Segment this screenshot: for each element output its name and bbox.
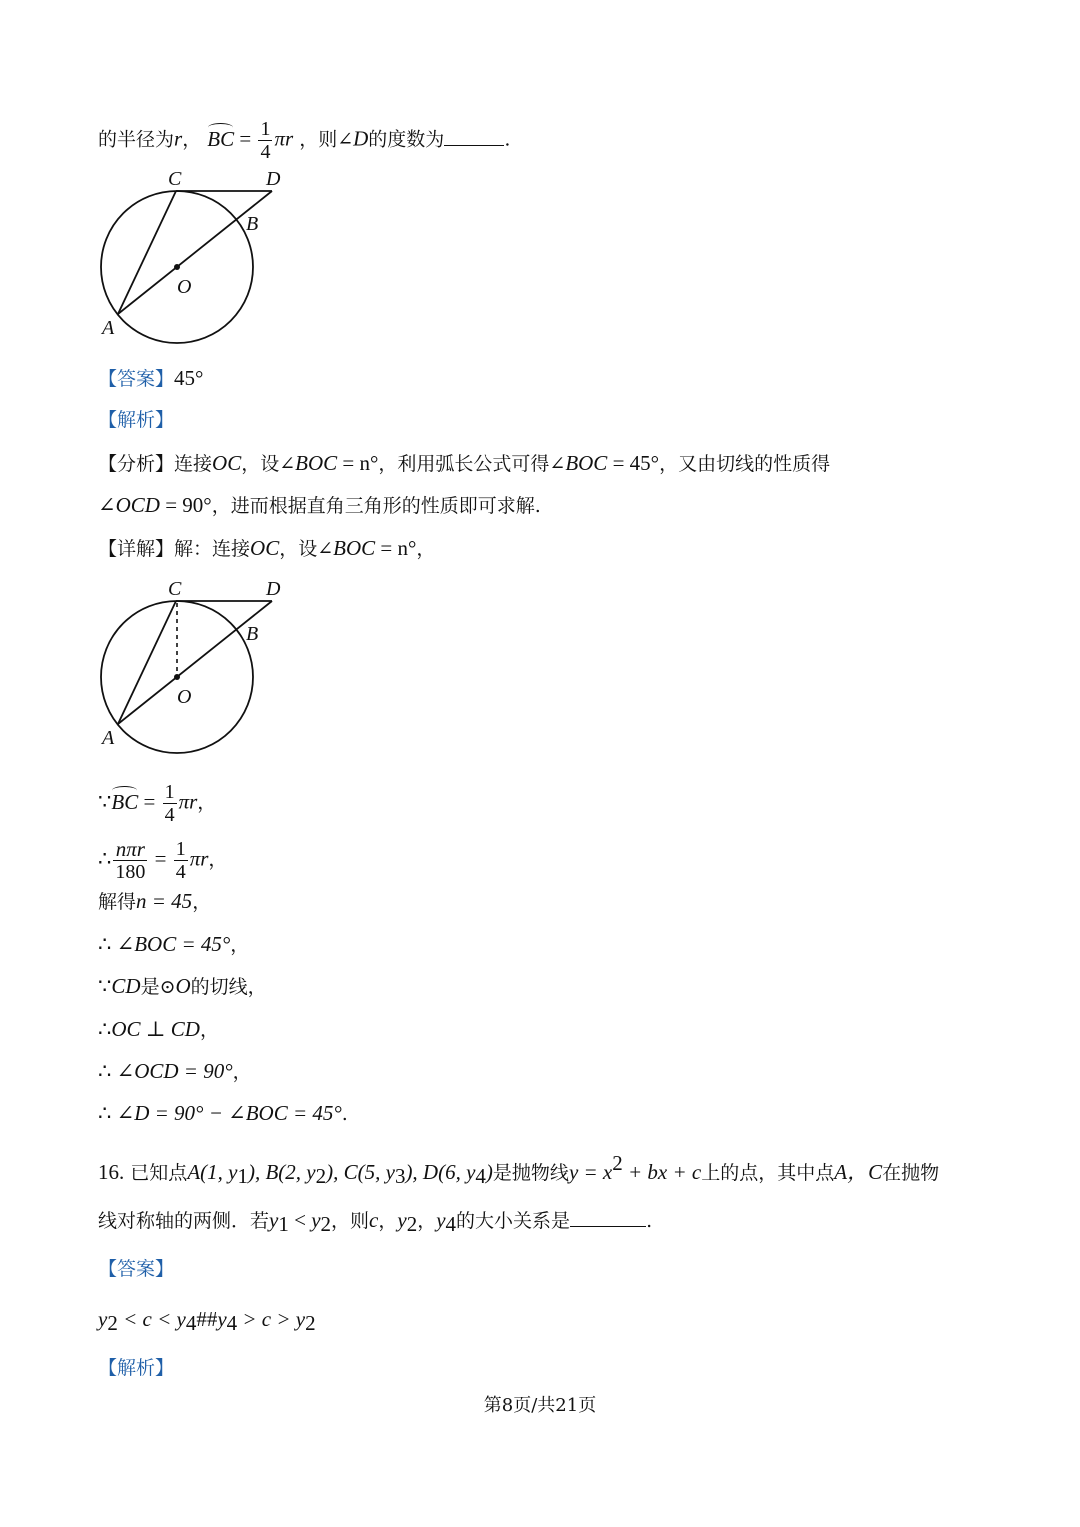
frac-den: 4 [164,804,175,826]
label-d: D [266,168,281,190]
math-c: c [369,1208,379,1232]
label-a: A [102,727,115,749]
step-1 [98,781,216,826]
point-b: ), B(2, y [247,1160,316,1184]
math-ineq: > c > y [237,1307,306,1331]
parabola: y = x [568,1160,613,1184]
subscript: 4 [226,1311,238,1335]
q16-line-2 [98,1207,652,1237]
period: . [341,1103,348,1125]
fraction-1-4 [174,838,188,883]
subscript: 2 [107,1311,118,1335]
superscript: 2 [612,1151,623,1175]
fenxi-tag: 【分析】 [98,453,175,475]
q15-text-post: 的度数为 [368,128,445,151]
pi-r: πr [274,126,294,151]
math-oc: OC [250,536,280,560]
because-symbol: ∵ [98,974,112,998]
comma: ， [199,1019,219,1041]
math-ocd: OCD [115,493,160,517]
q15-text-mid: ，则∠ [299,128,354,151]
step-6 [98,1016,219,1043]
detail-text: ， [416,538,436,560]
answer-blank [444,127,504,146]
math-y: y [436,1208,446,1232]
subscript: 1 [278,1212,289,1236]
frac-num: nπr [113,838,147,861]
subscript: 2 [406,1212,418,1236]
analysis-tag: 【解析】 [98,409,175,431]
comma: ， [230,934,250,956]
analysis-tag: 【解析】 [98,1357,175,1379]
detail-tag: 【详解】 [98,538,175,560]
step-5 [98,973,267,1000]
frac-num: 1 [260,118,271,140]
question-number: 16. [98,1160,125,1184]
comma: ， [208,848,228,871]
q16-text: 在抛物 [882,1162,940,1184]
frac-num: 1 [175,838,186,860]
fraction-npir-180 [113,838,147,883]
comma: ， [197,791,217,814]
q15-line [98,118,510,163]
math-y: y [217,1307,227,1331]
q16-text: 是抛物线 [492,1162,569,1184]
answer-blank [570,1208,646,1227]
math-ocd-90: OCD = 90° [134,1059,233,1083]
segment-ad [118,601,272,724]
label-b: B [246,213,259,235]
subscript: 2 [315,1164,327,1188]
therefore-angle: ∴ ∠ [98,932,135,956]
segment-ad [118,191,272,314]
math-boc: BOC [295,451,338,475]
arc-bc: BC [207,126,235,151]
subscript: 4 [445,1212,457,1236]
comma: ， [182,128,202,151]
frac-num: 1 [164,781,175,803]
pi-r: πr [178,789,198,814]
step-3 [98,888,211,915]
answer-value: 45° [174,366,204,390]
var-r: r [174,126,183,151]
math-y: y [397,1208,407,1232]
subscript: 4 [475,1164,486,1188]
math-y: y [98,1307,108,1331]
paren: ) [485,1160,493,1184]
less-than: < [288,1208,312,1232]
q16-text: ，则 [331,1210,370,1232]
label-c: C [168,578,182,600]
point-a: A(1, y [187,1160,238,1184]
label-d: D [266,578,281,600]
step-2 [98,838,227,883]
parabola: + bx + c [622,1160,702,1184]
center-point-o [174,674,180,680]
point-c: ), C(5, y [326,1160,395,1184]
analysis-line [98,407,174,433]
point-d: ), D(6, y [405,1160,476,1184]
because-symbol: ∵ [98,789,112,814]
equals: = [234,126,257,151]
math-boc-45: BOC = 45° [134,932,231,956]
period: . [504,128,511,151]
angle-d: D [353,126,369,151]
comma: ， [232,1061,252,1083]
label-c: C [168,168,182,190]
detail-text: ，设∠ [279,538,334,560]
subscript: 2 [305,1311,316,1335]
comma: ， [378,1210,398,1232]
comma: ， [192,891,212,913]
comma: ， [417,1210,437,1232]
q16-line-1 [98,1150,939,1189]
subscript: 1 [237,1164,248,1188]
center-point-o [174,264,180,270]
step-8 [98,1100,348,1127]
analysis2-line [98,1355,174,1381]
q16-text: 已知点 [130,1162,188,1184]
detail-text: 解：连接 [174,538,251,560]
math-boc: BOC [565,451,608,475]
step-text: 的切线， [190,976,267,998]
math-o: O [175,974,191,998]
frac-den: 180 [115,861,146,883]
q16-text: 线对称轴的两侧．若 [98,1210,270,1232]
step-text: 是⊙ [140,976,176,998]
fenxi-text: ，又由切线的性质得 [659,453,831,475]
q15-text-pre: 的半径为 [98,128,175,151]
math-eq-45: = 45° [607,451,660,475]
math-n-45: n = 45 [136,889,193,913]
points-ac: A，C [834,1160,883,1184]
answer-tag: 【答案】 [98,368,175,390]
q16-text: 上的点，其中点 [701,1162,835,1184]
answer2-tag-line [98,1256,174,1282]
math-eq-n: = n° [375,536,417,560]
pi-r: πr [189,846,209,871]
therefore-symbol: ∴ [98,846,112,871]
answer2-value-line [98,1306,316,1336]
therefore-symbol: ∴ [98,1017,112,1041]
fenxi-line-2 [98,492,541,519]
math-y: y [311,1208,321,1232]
step-text: 解得 [98,891,137,913]
subscript: 4 [185,1311,197,1335]
equals: = [149,846,172,871]
math-boc: BOC [333,536,376,560]
geometry-figure-2 [90,570,300,755]
fraction-1-4 [163,781,177,826]
label-o: O [177,686,192,708]
separator-hash: ## [196,1307,218,1331]
frac-den: 4 [175,861,186,883]
fenxi-line-1 [98,450,830,477]
answer-tag: 【答案】 [98,1258,175,1280]
math-ineq: < c < y [117,1307,186,1331]
math-oc: OC [212,451,242,475]
label-b: B [246,623,259,645]
arc-bc: BC [111,789,139,814]
detail-line [98,535,435,562]
step-4 [98,931,249,958]
therefore-angle: ∴ ∠ [98,1059,135,1083]
angle-symbol: ∠ [98,493,116,517]
answer-line [98,365,203,392]
fenxi-text: ，设∠ [241,453,296,475]
fenxi-text: 连接 [174,453,213,475]
math-oc-perp-cd: OC ⊥ CD [111,1017,200,1041]
q16-text: 的大小关系是 [456,1210,571,1232]
math-y: y [269,1208,279,1232]
subscript: 2 [320,1212,332,1236]
label-a: A [102,317,115,339]
math-eq-n: = n° [337,451,379,475]
therefore-angle: ∴ ∠ [98,1101,135,1125]
step-7 [98,1058,252,1085]
fenxi-text: ，利用弧长公式可得∠ [378,453,566,475]
subscript: 3 [394,1164,406,1188]
label-o: O [177,276,192,298]
period: . [646,1210,653,1232]
math-d-45: D = 90° − ∠BOC = 45° [134,1101,342,1125]
math-cd: CD [111,974,141,998]
fenxi-text: ，进而根据直角三角形的性质即可求解. [211,495,541,517]
geometry-figure-1 [90,160,300,345]
page-footer: 第8页/共21页 [483,1395,597,1416]
frac-den: 4 [260,141,271,163]
equals: = [138,789,161,814]
math-eq-90: = 90° [159,493,212,517]
fraction-1-4 [258,118,272,163]
